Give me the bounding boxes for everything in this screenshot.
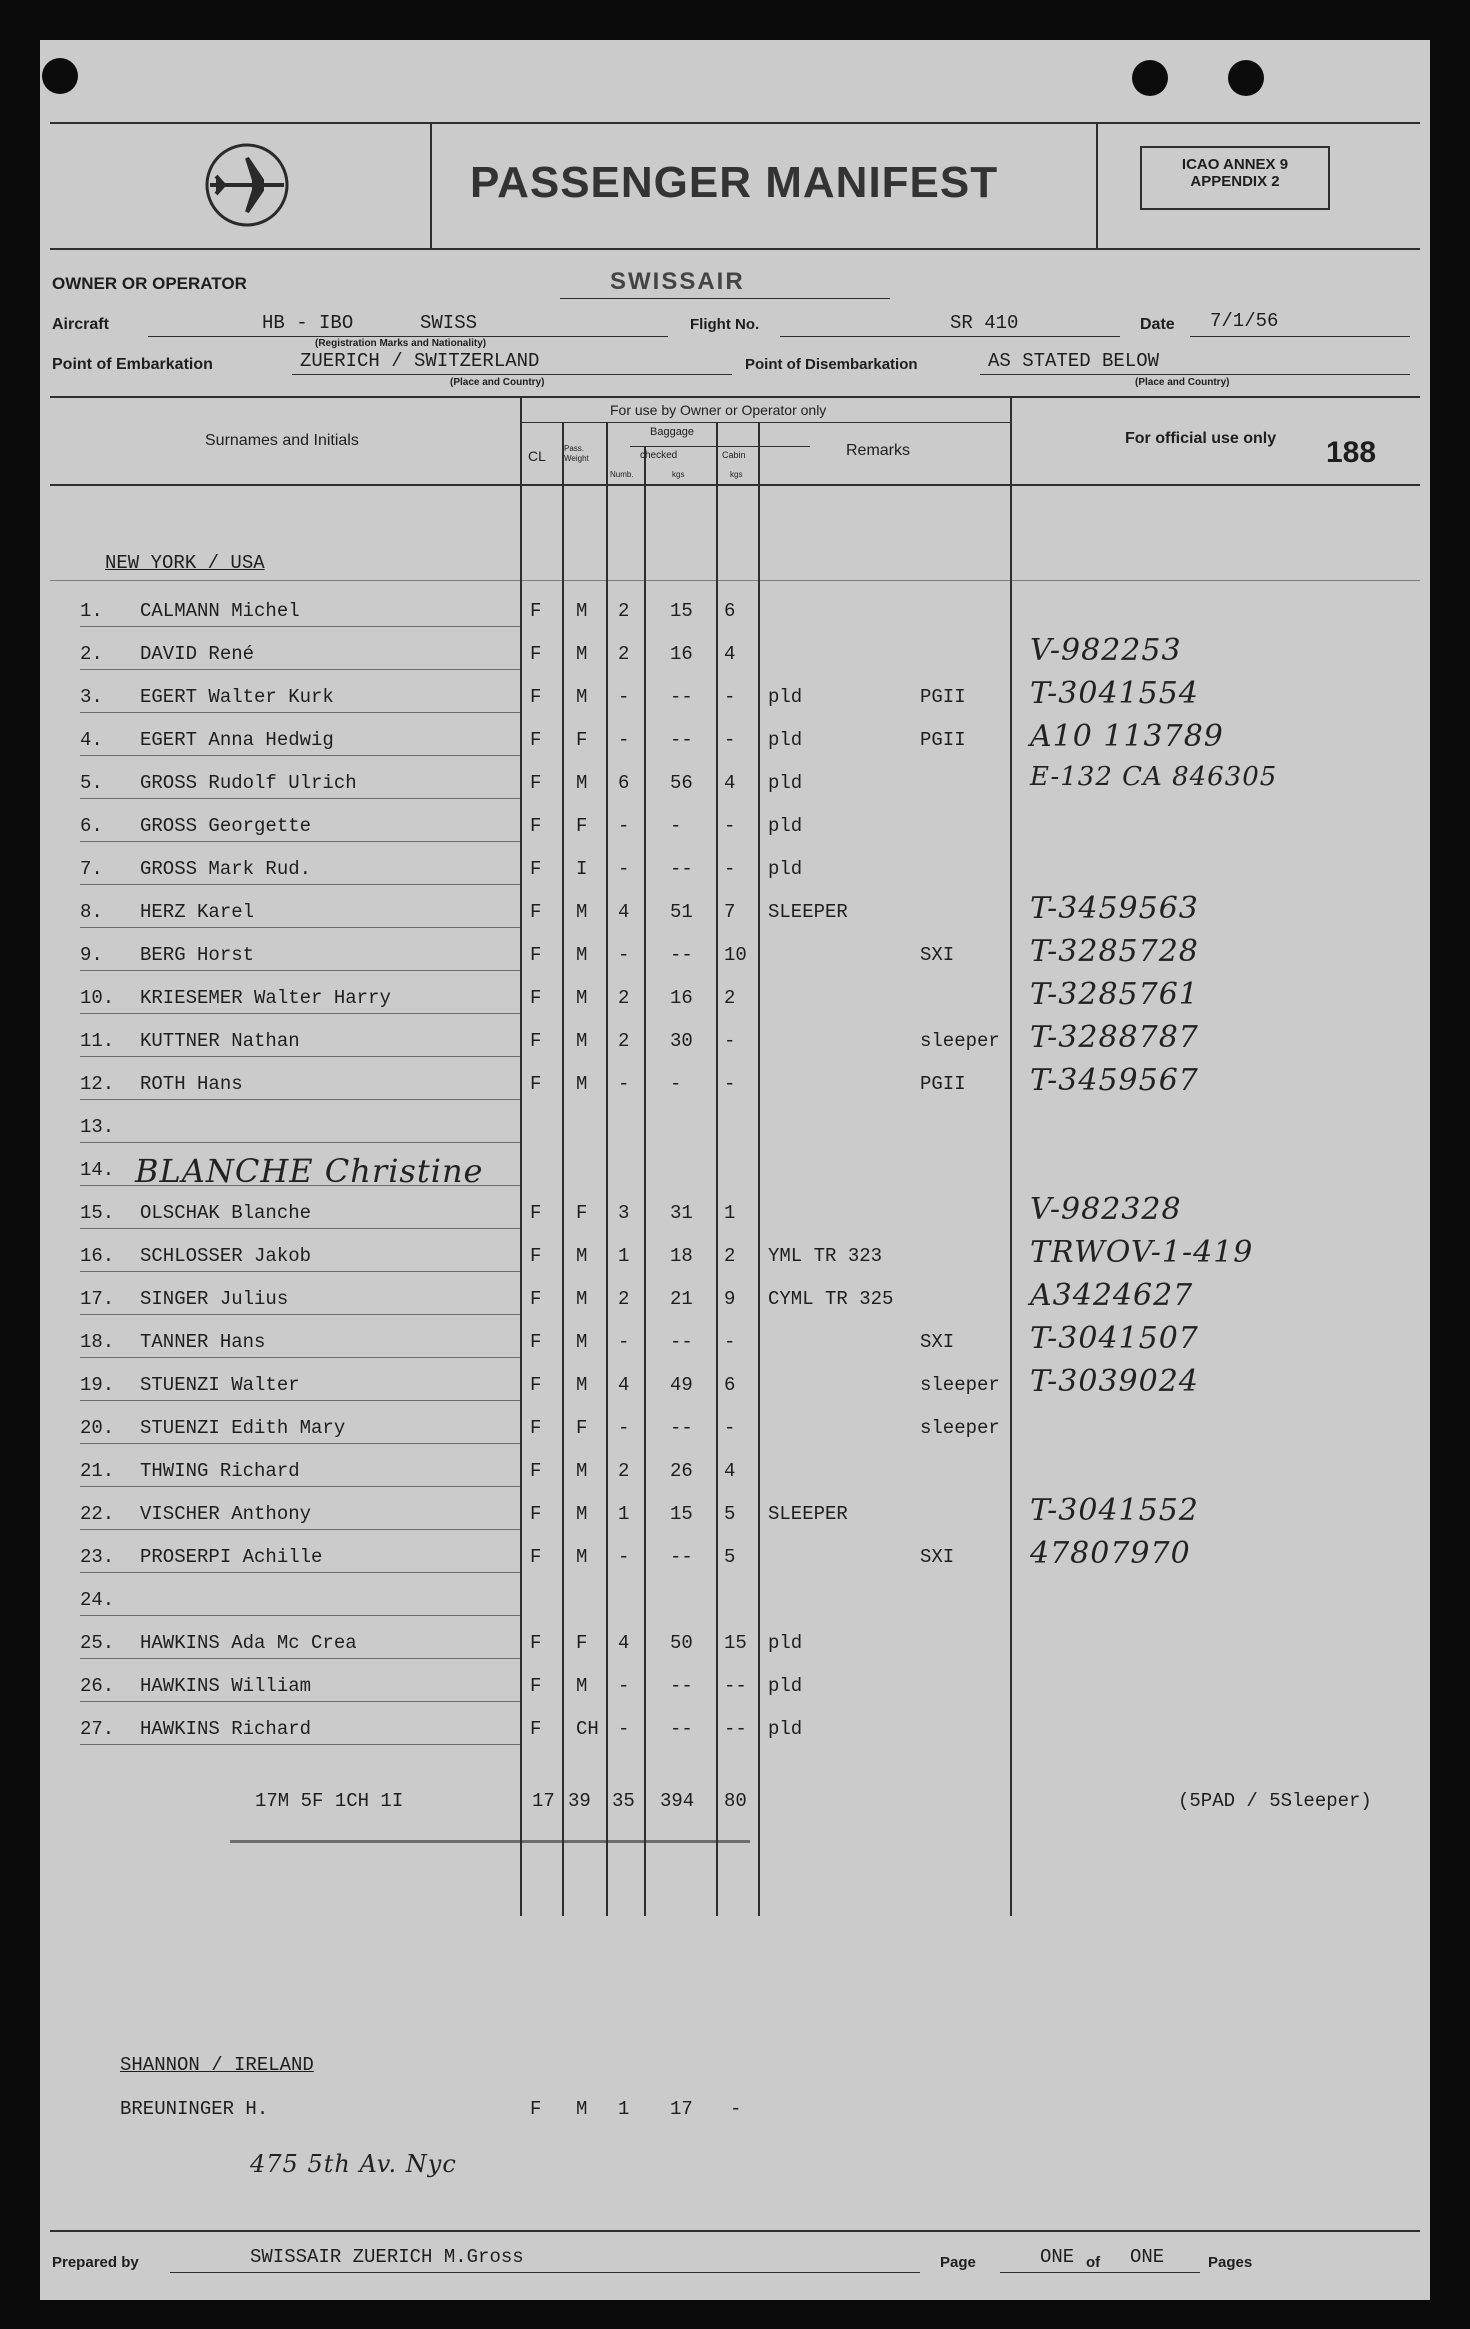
col-owner-use: For use by Owner or Operator only: [610, 402, 827, 418]
table-row: [40, 1536, 1430, 1576]
bags-cell: 4: [618, 1374, 630, 1396]
kgs-cell: 26: [670, 1460, 693, 1482]
cabin-cell: 6: [724, 600, 736, 622]
class-cell: F: [530, 1632, 542, 1654]
handwritten-correction: BLANCHE Christine: [135, 1152, 484, 1190]
table-row: [40, 1417, 1430, 1447]
col-cabin-kgs: kgs: [730, 470, 743, 479]
passenger-name: CALMANN Michel: [140, 600, 300, 622]
passenger-name: TANNER Hans: [140, 1331, 266, 1353]
cabin-cell: 2: [724, 1245, 736, 1267]
class-cell: F: [530, 1030, 542, 1052]
section-shannon: SHANNON / IRELAND: [120, 2054, 314, 2076]
reg-note: (Registration Marks and Nationality): [315, 338, 487, 349]
passenger-name: SINGER Julius: [140, 1288, 289, 1310]
cabin-cell: 9: [724, 1288, 736, 1310]
col-baggage: Baggage: [650, 426, 695, 438]
passenger-name: SCHLOSSER Jakob: [140, 1245, 312, 1267]
aircraft-label: Aircraft: [52, 316, 109, 333]
kgs-cell: 30: [670, 1030, 693, 1052]
kgs-cell: --: [670, 686, 693, 708]
extra-cl: F: [530, 2098, 542, 2120]
kgs-cell: --: [670, 944, 693, 966]
class-cell: F: [530, 1245, 542, 1267]
row-number: 8.: [80, 901, 103, 923]
totals-cabin: 80: [724, 1790, 747, 1812]
row-number: 19.: [80, 1374, 115, 1396]
row-number: 25.: [80, 1632, 115, 1654]
embarkation-note: (Place and Country): [450, 377, 545, 388]
icao-line-1: ICAO ANNEX 9: [1181, 156, 1289, 173]
class-cell: F: [530, 1073, 542, 1095]
class-cell: F: [530, 643, 542, 665]
remarks-cell: pld: [768, 858, 803, 880]
passenger-name: STUENZI Edith Mary: [140, 1417, 346, 1439]
table-row: [40, 815, 1430, 845]
prepared-label: Prepared by: [52, 2254, 139, 2271]
class-cell: F: [530, 1288, 542, 1310]
cabin-cell: 4: [724, 643, 736, 665]
kgs-cell: 16: [670, 987, 693, 1009]
row-number: 12.: [80, 1073, 115, 1095]
table-row: [40, 676, 1430, 716]
passenger-name: HAWKINS William: [140, 1675, 312, 1697]
weight-cell: M: [576, 1331, 588, 1353]
code-cell: sleeper: [920, 1417, 1000, 1439]
kgs-cell: 31: [670, 1202, 693, 1224]
cabin-cell: 7: [724, 901, 736, 923]
kgs-cell: -: [670, 1073, 682, 1095]
table-row: [40, 1116, 1430, 1146]
weight-cell: M: [576, 600, 588, 622]
class-cell: F: [530, 772, 542, 794]
weight-cell: M: [576, 1503, 588, 1525]
official-cell: TRWOV-1-419: [1030, 1235, 1254, 1270]
weight-cell: F: [576, 1632, 588, 1654]
remarks-cell: pld: [768, 729, 803, 751]
bags-cell: 2: [618, 1460, 630, 1482]
table-row: [40, 719, 1430, 759]
passenger-name: HAWKINS Ada Mc Crea: [140, 1632, 357, 1654]
kgs-cell: 21: [670, 1288, 693, 1310]
extra-kgs: 17: [670, 2098, 693, 2120]
row-number: 3.: [80, 686, 103, 708]
passenger-name: EGERT Anna Hedwig: [140, 729, 334, 751]
disembarkation-note: (Place and Country): [1135, 377, 1230, 388]
extra-cabin: -: [730, 2098, 742, 2120]
row-number: 16.: [80, 1245, 115, 1267]
official-cell: V-982328: [1030, 1192, 1182, 1227]
remarks-cell: CYML TR 325: [768, 1288, 894, 1310]
cabin-cell: -: [724, 858, 736, 880]
passenger-name: VISCHER Anthony: [140, 1503, 312, 1525]
row-number: 13.: [80, 1116, 115, 1138]
cabin-cell: 1: [724, 1202, 736, 1224]
weight-cell: F: [576, 729, 588, 751]
weight-cell: CH: [576, 1718, 599, 1740]
cabin-cell: 15: [724, 1632, 747, 1654]
official-cell: T-3041554: [1030, 676, 1199, 711]
cabin-cell: --: [724, 1675, 747, 1697]
kgs-cell: 51: [670, 901, 693, 923]
cabin-cell: -: [724, 1030, 736, 1052]
bags-cell: -: [618, 815, 630, 837]
bags-cell: -: [618, 686, 630, 708]
class-cell: F: [530, 686, 542, 708]
code-cell: SXI: [920, 944, 955, 966]
manifest-sheet: [40, 40, 1430, 2300]
official-cell: T-3285728: [1030, 934, 1199, 969]
bags-cell: -: [618, 1546, 630, 1568]
row-number: 21.: [80, 1460, 115, 1482]
owner-value: SWISSAIR: [610, 268, 745, 295]
bags-cell: 2: [618, 600, 630, 622]
bags-cell: -: [618, 944, 630, 966]
bags-cell: 1: [618, 1503, 630, 1525]
cabin-cell: 10: [724, 944, 747, 966]
bags-cell: 6: [618, 772, 630, 794]
passenger-name: GROSS Rudolf Ulrich: [140, 772, 357, 794]
official-cell: T-3041552: [1030, 1493, 1199, 1528]
class-cell: F: [530, 1202, 542, 1224]
kgs-cell: 49: [670, 1374, 693, 1396]
passenger-name: HERZ Karel: [140, 901, 255, 923]
disembarkation-label: Point of Disembarkation: [745, 356, 918, 373]
totals-note: (5PAD / 5Sleeper): [1178, 1790, 1372, 1812]
class-cell: F: [530, 1460, 542, 1482]
row-number: 1.: [80, 600, 103, 622]
kgs-cell: --: [670, 858, 693, 880]
code-cell: PGII: [920, 1073, 966, 1095]
official-cell: T-3459563: [1030, 891, 1199, 926]
totals-kgs: 394: [660, 1790, 695, 1812]
code-cell: SXI: [920, 1546, 955, 1568]
extra-name: BREUNINGER H.: [120, 2098, 269, 2120]
table-row: [40, 762, 1430, 802]
row-number: 15.: [80, 1202, 115, 1224]
row-number: 18.: [80, 1331, 115, 1353]
weight-cell: M: [576, 1073, 588, 1095]
table-row: [40, 1020, 1430, 1060]
kgs-cell: --: [670, 1546, 693, 1568]
of-value: ONE: [1130, 2246, 1165, 2268]
col-kgs: kgs: [672, 470, 685, 479]
code-cell: SXI: [920, 1331, 955, 1353]
bags-cell: -: [618, 1073, 630, 1095]
passenger-name: DAVID René: [140, 643, 255, 665]
table-row: [40, 1718, 1430, 1748]
table-row: [40, 1364, 1430, 1404]
weight-cell: M: [576, 1675, 588, 1697]
bags-cell: 2: [618, 987, 630, 1009]
punch-hole: [1228, 60, 1264, 96]
aircraft-nationality: SWISS: [420, 312, 478, 334]
table-row: [40, 1192, 1430, 1232]
extra-weight: M: [576, 2098, 588, 2120]
class-cell: F: [530, 600, 542, 622]
totals-weight: 39: [568, 1790, 591, 1812]
totals-cl: 17: [532, 1790, 555, 1812]
col-official: For official use only: [1125, 430, 1277, 447]
cabin-cell: -: [724, 1417, 736, 1439]
kgs-cell: 15: [670, 600, 693, 622]
official-cell: T-3288787: [1030, 1020, 1199, 1055]
row-number: 5.: [80, 772, 103, 794]
remarks-cell: YML TR 323: [768, 1245, 883, 1267]
row-number: 27.: [80, 1718, 115, 1740]
official-cell: 47807970: [1030, 1536, 1191, 1571]
table-row: [40, 600, 1430, 630]
passenger-name: BERG Horst: [140, 944, 255, 966]
aircraft-reg: HB - IBO: [262, 312, 354, 334]
row-number: 17.: [80, 1288, 115, 1310]
bags-cell: -: [618, 1417, 630, 1439]
bags-cell: 3: [618, 1202, 630, 1224]
extra-bags: 1: [618, 2098, 630, 2120]
remarks-cell: SLEEPER: [768, 1503, 848, 1525]
cabin-cell: -: [724, 686, 736, 708]
airplane-globe-icon: [202, 140, 292, 235]
col-pass-weight: Pass. Weight: [564, 444, 589, 463]
code-cell: sleeper: [920, 1374, 1000, 1396]
table-row: [40, 1278, 1430, 1318]
passenger-name: THWING Richard: [140, 1460, 300, 1482]
cabin-cell: 6: [724, 1374, 736, 1396]
class-cell: F: [530, 901, 542, 923]
official-cell: T-3039024: [1030, 1364, 1199, 1399]
table-row: [40, 1675, 1430, 1705]
table-row: [40, 1460, 1430, 1490]
col-cabin: Cabin: [722, 450, 746, 460]
of-label: of: [1086, 2254, 1101, 2271]
bags-cell: 2: [618, 1288, 630, 1310]
remarks-cell: pld: [768, 1675, 803, 1697]
table-row: [40, 891, 1430, 931]
class-cell: F: [530, 1503, 542, 1525]
embarkation-label: Point of Embarkation: [52, 356, 213, 373]
owner-label: OWNER OR OPERATOR: [52, 274, 247, 293]
class-cell: F: [530, 944, 542, 966]
bags-cell: 1: [618, 1245, 630, 1267]
cabin-cell: 4: [724, 772, 736, 794]
bags-cell: 2: [618, 1030, 630, 1052]
table-row: [40, 1493, 1430, 1533]
class-cell: F: [530, 1374, 542, 1396]
cabin-cell: 5: [724, 1503, 736, 1525]
passenger-name: HAWKINS Richard: [140, 1718, 312, 1740]
weight-cell: M: [576, 772, 588, 794]
official-cell: T-3041507: [1030, 1321, 1199, 1356]
table-row: [40, 1321, 1430, 1361]
table-row: [40, 1632, 1430, 1662]
weight-cell: M: [576, 1460, 588, 1482]
passenger-name: PROSERPI Achille: [140, 1546, 323, 1568]
table-row: [40, 1063, 1430, 1103]
totals-bags: 35: [612, 1790, 635, 1812]
table-row: [40, 977, 1430, 1017]
weight-cell: I: [576, 858, 588, 880]
bags-cell: -: [618, 729, 630, 751]
remarks-cell: pld: [768, 686, 803, 708]
bags-cell: 4: [618, 1632, 630, 1654]
table-row: [40, 1589, 1430, 1619]
weight-cell: M: [576, 1030, 588, 1052]
kgs-cell: --: [670, 1331, 693, 1353]
handwritten-address: 475 5th Av. Nyc: [250, 2150, 457, 2178]
pages-label: Pages: [1208, 2254, 1253, 2271]
flight-label: Flight No.: [690, 316, 760, 333]
row-number: 24.: [80, 1589, 115, 1611]
official-cell: T-3459567: [1030, 1063, 1199, 1098]
class-cell: F: [530, 1675, 542, 1697]
punch-hole: [42, 58, 78, 94]
passenger-name: OLSCHAK Blanche: [140, 1202, 312, 1224]
kgs-cell: --: [670, 1675, 693, 1697]
col-surname: Surnames and Initials: [205, 432, 359, 449]
code-cell: PGII: [920, 686, 966, 708]
remarks-cell: SLEEPER: [768, 901, 848, 923]
date-label: Date: [1140, 316, 1175, 333]
row-number: 23.: [80, 1546, 115, 1568]
form-title: PASSENGER MANIFEST: [470, 158, 999, 207]
remarks-cell: pld: [768, 815, 803, 837]
date-value: 7/1/56: [1210, 310, 1279, 332]
kgs-cell: 56: [670, 772, 693, 794]
weight-cell: M: [576, 1288, 588, 1310]
class-cell: F: [530, 815, 542, 837]
table-row: [40, 858, 1430, 888]
weight-cell: M: [576, 1374, 588, 1396]
cabin-cell: 4: [724, 1460, 736, 1482]
row-number: 22.: [80, 1503, 115, 1525]
icao-line-2: APPENDIX 2: [1190, 173, 1280, 190]
flight-number: SR 410: [950, 312, 1019, 334]
remarks-cell: pld: [768, 1718, 803, 1740]
cabin-cell: -: [724, 1073, 736, 1095]
bags-cell: -: [618, 1331, 630, 1353]
table-row: [40, 633, 1430, 673]
bags-cell: -: [618, 1718, 630, 1740]
kgs-cell: --: [670, 1417, 693, 1439]
row-number: 4.: [80, 729, 103, 751]
passenger-name: GROSS Mark Rud.: [140, 858, 312, 880]
page-label: Page: [940, 2254, 976, 2271]
remarks-cell: pld: [768, 772, 803, 794]
cabin-cell: -: [724, 729, 736, 751]
weight-cell: F: [576, 815, 588, 837]
official-cell: V-982253: [1030, 633, 1182, 668]
class-cell: F: [530, 729, 542, 751]
class-cell: F: [530, 1546, 542, 1568]
kgs-cell: 16: [670, 643, 693, 665]
prepared-value: SWISSAIR ZUERICH M.Gross: [250, 2246, 524, 2268]
row-number: 11.: [80, 1030, 115, 1052]
weight-cell: M: [576, 686, 588, 708]
embarkation-value: ZUERICH / SWITZERLAND: [300, 350, 540, 372]
table-row: [40, 934, 1430, 974]
punch-hole: [1132, 60, 1168, 96]
weight-cell: M: [576, 901, 588, 923]
passenger-name: KUTTNER Nathan: [140, 1030, 300, 1052]
class-cell: F: [530, 1331, 542, 1353]
page-value: ONE: [1040, 2246, 1075, 2268]
kgs-cell: 50: [670, 1632, 693, 1654]
cabin-cell: -: [724, 1331, 736, 1353]
cabin-cell: 5: [724, 1546, 736, 1568]
row-number: 7.: [80, 858, 103, 880]
totals-summary: 17M 5F 1CH 1I: [255, 1790, 404, 1812]
weight-cell: F: [576, 1417, 588, 1439]
passenger-name: EGERT Walter Kurk: [140, 686, 334, 708]
passenger-name: GROSS Georgette: [140, 815, 312, 837]
class-cell: F: [530, 858, 542, 880]
weight-cell: M: [576, 643, 588, 665]
kgs-cell: --: [670, 729, 693, 751]
table-row: [40, 1235, 1430, 1275]
kgs-cell: --: [670, 1718, 693, 1740]
bags-cell: 4: [618, 901, 630, 923]
cabin-cell: --: [724, 1718, 747, 1740]
col-checked: checked: [640, 450, 678, 461]
passenger-name: ROTH Hans: [140, 1073, 243, 1095]
disembarkation-value: AS STATED BELOW: [988, 350, 1160, 372]
icao-box: [1140, 146, 1330, 210]
row-number: 6.: [80, 815, 103, 837]
row-number: 9.: [80, 944, 103, 966]
passenger-name: KRIESEMER Walter Harry: [140, 987, 391, 1009]
official-number: 188: [1326, 436, 1377, 469]
class-cell: F: [530, 1718, 542, 1740]
class-cell: F: [530, 987, 542, 1009]
official-cell: E-132 CA 846305: [1030, 762, 1278, 792]
remarks-cell: pld: [768, 1632, 803, 1654]
col-remarks: Remarks: [846, 442, 911, 459]
class-cell: F: [530, 1417, 542, 1439]
cabin-cell: 2: [724, 987, 736, 1009]
weight-cell: F: [576, 1202, 588, 1224]
kgs-cell: -: [670, 815, 682, 837]
weight-cell: M: [576, 987, 588, 1009]
cabin-cell: -: [724, 815, 736, 837]
weight-cell: M: [576, 944, 588, 966]
section-new-york: NEW YORK / USA: [105, 552, 265, 574]
code-cell: sleeper: [920, 1030, 1000, 1052]
weight-cell: M: [576, 1546, 588, 1568]
kgs-cell: 18: [670, 1245, 693, 1267]
col-numb: Numb.: [610, 470, 634, 479]
bags-cell: -: [618, 1675, 630, 1697]
official-cell: A10 113789: [1030, 719, 1224, 754]
row-number: 20.: [80, 1417, 115, 1439]
row-number: 14.: [80, 1159, 115, 1181]
bags-cell: 2: [618, 643, 630, 665]
official-cell: T-3285761: [1030, 977, 1199, 1012]
passenger-name: STUENZI Walter: [140, 1374, 300, 1396]
col-cl: CL: [528, 448, 546, 464]
weight-cell: M: [576, 1245, 588, 1267]
row-number: 26.: [80, 1675, 115, 1697]
row-number: 2.: [80, 643, 103, 665]
official-cell: A3424627: [1030, 1278, 1194, 1313]
kgs-cell: 15: [670, 1503, 693, 1525]
bags-cell: -: [618, 858, 630, 880]
code-cell: PGII: [920, 729, 966, 751]
row-number: 10.: [80, 987, 115, 1009]
